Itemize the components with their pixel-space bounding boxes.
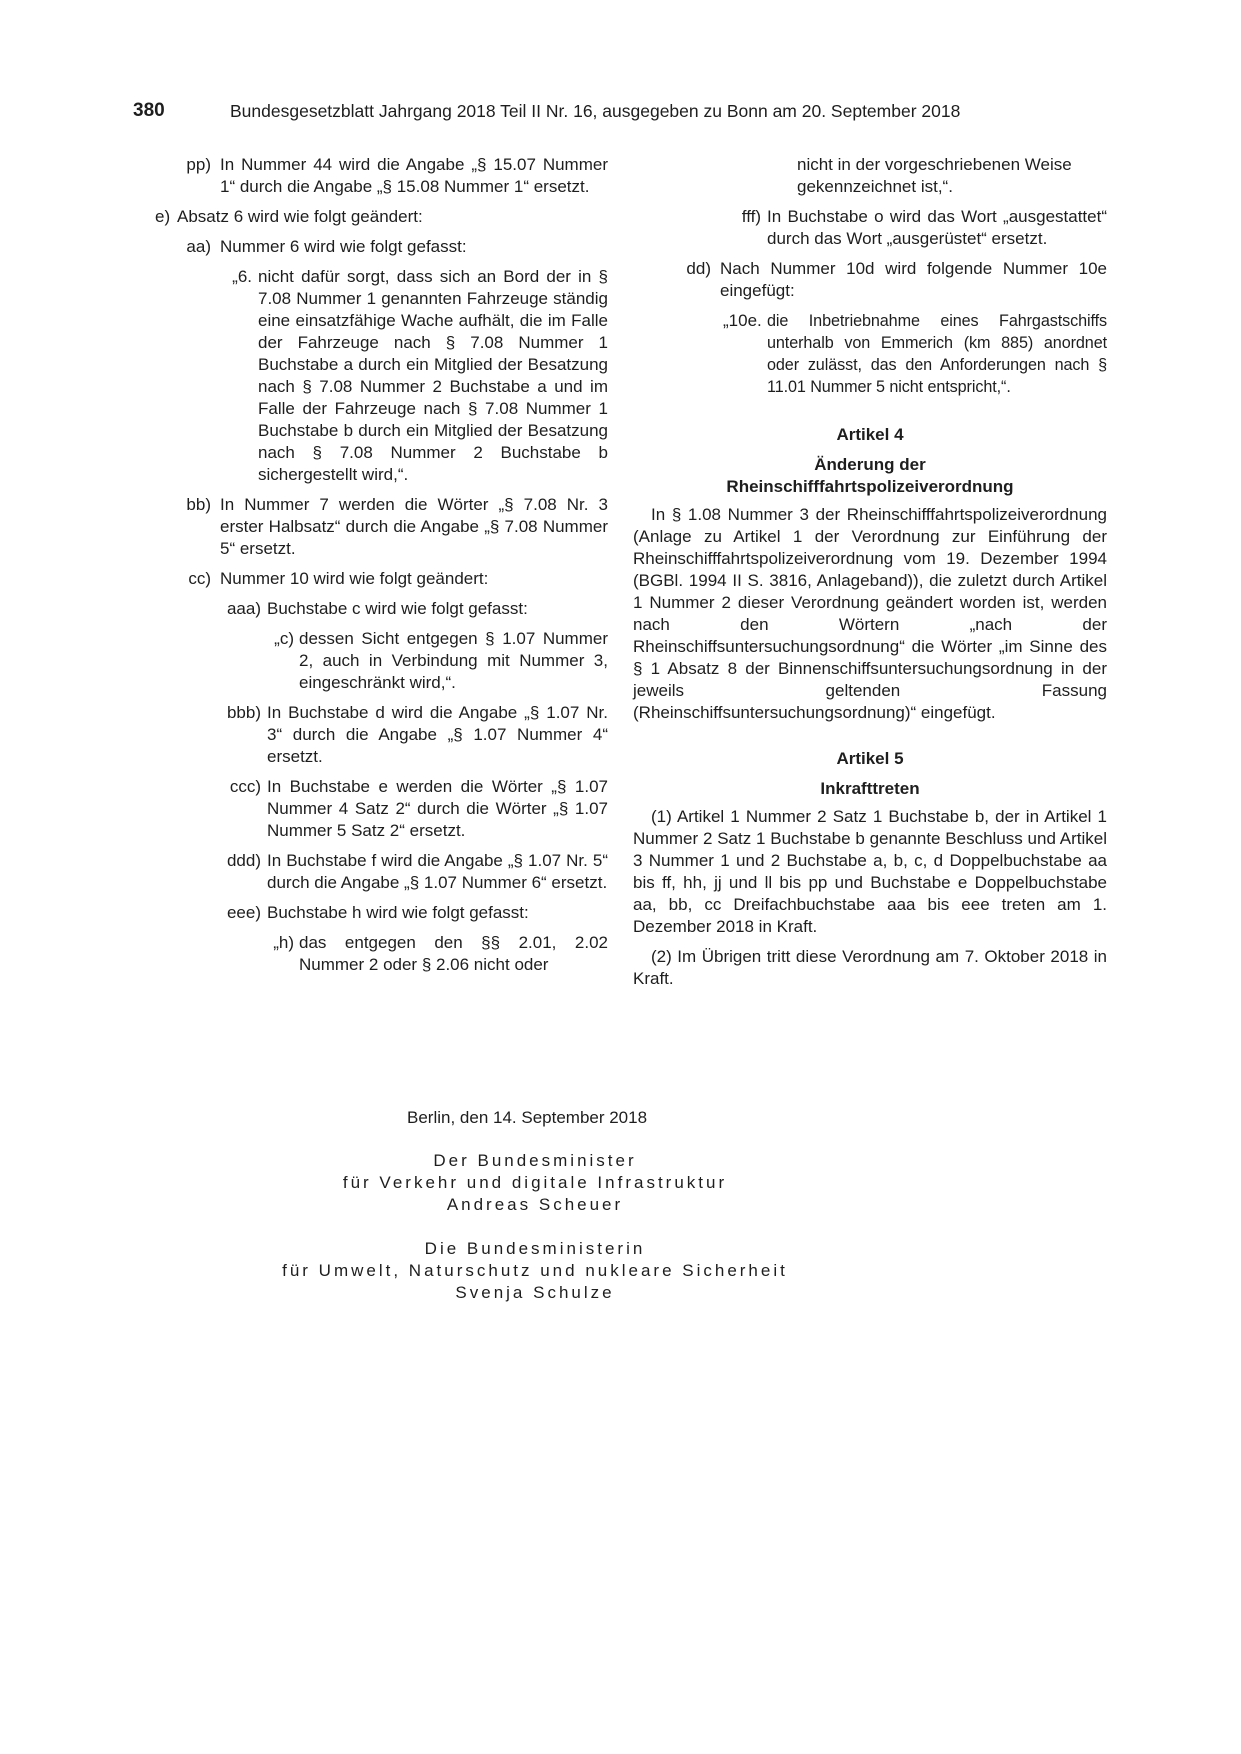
item-marker: bb) [186, 495, 211, 514]
item-text: Nummer 10 wird wie folgt geändert: [220, 569, 489, 588]
item-marker: aa) [186, 237, 211, 256]
item-marker: e) [155, 207, 171, 226]
quoted-item-6 [223, 266, 608, 486]
list-item-fff [723, 206, 1107, 250]
minister-2-name: Svenja Schulze [455, 1283, 615, 1302]
list-item-e [155, 206, 608, 228]
item-marker: „c) [274, 629, 294, 648]
left-column [155, 154, 608, 984]
item-marker: pp) [186, 155, 211, 174]
minister-1-name: Andreas Scheuer [446, 1195, 624, 1214]
minister-1-ministry: für Verkehr und digitale Infrastruktur [342, 1173, 728, 1192]
item-text: In Nummer 7 werden die Wörter „§ 7.08 Nr. 3 erster Halbsatz“ durch die Angabe „§ 7.08 Nummer 5“ ersetzt. [220, 495, 608, 558]
item-marker: ddd) [226, 851, 261, 870]
item-marker: dd) [686, 259, 711, 278]
list-item-cc [180, 568, 608, 590]
list-item-bb [180, 494, 608, 560]
item-text: das entgegen den §§ 2.01, 2.02 Nummer 2 oder § 2.06 nicht oder [299, 933, 608, 974]
page-number: 380 [133, 100, 165, 121]
running-head: Bundesgesetzblatt Jahrgang 2018 Teil II Nr. 16, ausgegeben zu Bonn am 20. September 2018 [230, 101, 961, 121]
item-text: die Inbetriebnahme eines Fahrgastschiffs unterhalb von Emmerich (km 885) anordnet oder zulässt, das den Anforderungen nach § 11.01 Nummer 5 nicht entspricht,“. [767, 312, 1107, 396]
minister-2-ministry: für Umwelt, Naturschutz und nukleare Sicherheit [282, 1261, 788, 1280]
item-text: Nummer 6 wird wie folgt gefasst: [220, 237, 467, 256]
item-text: In Buchstabe o wird das Wort „ausgestattet“ durch das Wort „ausgerüstet“ ersetzt. [767, 207, 1107, 248]
article-4-title [633, 454, 1107, 498]
article-5-heading: Artikel 5 [836, 749, 904, 768]
item-text: nicht dafür sorgt, dass sich an Bord der in § 7.08 Nummer 1 genannten Fahrzeuge ständig eine einsatzfähige Wache aufhält, die im Falle der Fahrzeuge nach § 7.08 Nummer 1 Buchstabe a durch ein Mitglied der Besatzung nach § 7.08 Nummer 2 Buchstabe a und im Falle der Fahrzeuge nach § 7.08 Nummer 1 Buchstabe b durch ein Mitglied der Besatzung nach § 7.08 Nummer 2 Buchstabe b sichergestellt wird,“. [258, 267, 608, 484]
item-marker: „10e. [723, 311, 762, 330]
list-item-ddd [223, 850, 608, 894]
list-item-pp [180, 154, 608, 198]
item-text: nicht in der vorgeschriebenen Weise gekennzeichnet ist,“. [797, 155, 1072, 196]
minister-2 [0, 1238, 1070, 1304]
quoted-item-c [267, 628, 608, 694]
quoted-item-10e [723, 310, 1107, 398]
minister-1-title: Der Bundesminister [433, 1151, 637, 1170]
article-5-title: Inkrafttreten [820, 779, 920, 798]
item-text: Nach Nummer 10d wird folgende Nummer 10e eingefügt: [720, 259, 1107, 300]
quoted-item-h [267, 932, 608, 976]
list-item-eee [223, 902, 608, 924]
item-marker: ccc) [229, 777, 261, 796]
article-4-title-line: Rheinschifffahrtspolizeiverordnung [726, 477, 1014, 496]
article-5-paragraph-1: (1) Artikel 1 Nummer 2 Satz 1 Buchstabe b, der in Artikel 1 Nummer 2 Satz 1 Buchstabe b genannte Beschluss und Artikel 3 Nummer 1 und 2 Buchstabe a, b, c, d Doppelbuchstabe aa bis ff, hh, jj und ll bis pp und Buchstabe e Doppelbuchstabe aa, bb, cc Dreifachbuchstabe aaa bis eee treten am 1. Dezember 2018 in Kraft. [633, 807, 1107, 936]
right-column [633, 154, 1107, 998]
item-marker: bbb) [226, 703, 261, 722]
article-4-text: In § 1.08 Nummer 3 der Rheinschifffahrtspolizeiverordnung (Anlage zu Artikel 1 der Verordnung zur Einführung der Rheinschifffahrtspolizeiverordnung vom 19. Dezember 1994 (BGBl. 1994 II S. 3816, Anlageband)), die zuletzt durch Artikel 1 Nummer 2 dieser Verordnung geändert worden ist, werden nach den Wörtern „nach der Rheinschiffsuntersuchungsordnung“ die Wörter „im Sinne des § 1 Absatz 8 der Binnenschiffsuntersuchungsordnung in der jeweils geltenden Fassung (Rheinschiffsuntersuchungsordnung)“ eingefügt. [633, 505, 1107, 722]
minister-2-title: Die Bundesministerin [424, 1239, 646, 1258]
article-4-heading: Artikel 4 [836, 425, 904, 444]
item-text: dessen Sicht entgegen § 1.07 Nummer 2, auch in Verbindung mit Nummer 3, eingeschränkt wird,“. [299, 629, 608, 692]
quoted-item-h-continuation [797, 154, 1107, 198]
item-text: Absatz 6 wird wie folgt geändert: [177, 207, 423, 226]
item-marker: „6. [232, 267, 252, 286]
list-item-bbb [223, 702, 608, 768]
list-item-ccc [223, 776, 608, 842]
article-5-paragraph-2: (2) Im Übrigen tritt diese Verordnung am 7. Oktober 2018 in Kraft. [633, 947, 1107, 988]
minister-1 [0, 1150, 1070, 1216]
item-text: In Buchstabe e werden die Wörter „§ 1.07 Nummer 4 Satz 2“ durch die Wörter „§ 1.07 Nummer 5 Satz 2“ ersetzt. [267, 777, 608, 840]
item-text: Buchstabe c wird wie folgt gefasst: [267, 599, 528, 618]
list-item-aa [180, 236, 608, 258]
item-marker: cc) [188, 569, 211, 588]
place-date: Berlin, den 14. September 2018 [407, 1108, 648, 1127]
item-text: In Nummer 44 wird die Angabe „§ 15.07 Nummer 1“ durch die Angabe „§ 15.08 Nummer 1“ ersetzt. [220, 155, 608, 196]
item-marker: „h) [273, 933, 294, 952]
article-4-title-line: Änderung der [814, 455, 926, 474]
item-marker: fff) [741, 207, 761, 226]
list-item-aaa [223, 598, 608, 620]
item-marker: aaa) [226, 599, 261, 618]
item-text: Buchstabe h wird wie folgt gefasst: [267, 903, 529, 922]
item-text: In Buchstabe d wird die Angabe „§ 1.07 Nr. 3“ durch die Angabe „§ 1.07 Nummer 4“ ersetzt. [267, 703, 608, 766]
item-text: In Buchstabe f wird die Angabe „§ 1.07 Nr. 5“ durch die Angabe „§ 1.07 Nummer 6“ ersetzt. [267, 851, 608, 892]
list-item-dd [680, 258, 1107, 302]
item-marker: eee) [226, 903, 261, 922]
